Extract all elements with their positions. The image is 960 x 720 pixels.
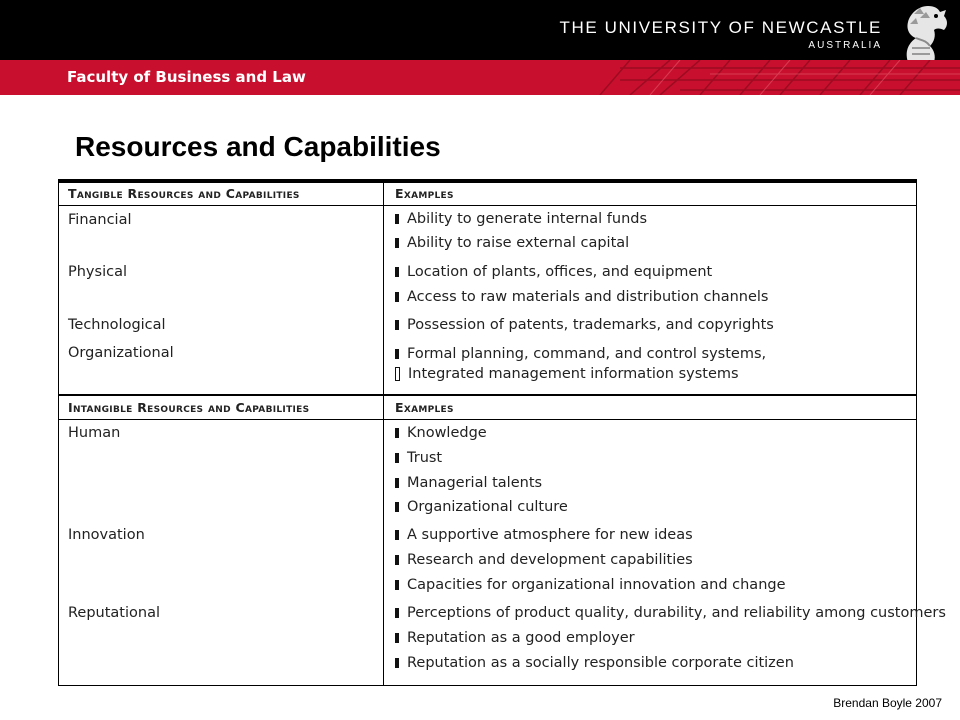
header-rule [58, 205, 917, 206]
list-item: Formal planning, command, and control systems, [395, 346, 766, 366]
intangible-header: Intangible Resources and Capabilities [68, 400, 310, 415]
list-item: Capacities for organizational innovation and change [395, 577, 786, 597]
top-banner [0, 0, 960, 60]
bullet-icon [395, 608, 399, 618]
bullet-icon [395, 349, 399, 359]
column-divider [383, 179, 384, 686]
slide-title: Resources and Capabilities [75, 131, 441, 162]
list-item: Managerial talents [395, 475, 542, 495]
bullet-icon [395, 658, 399, 668]
section-rule [58, 394, 917, 396]
bullet-icon [395, 478, 399, 488]
band-texture [560, 60, 960, 95]
category-human: Human [68, 425, 121, 441]
header-rule [58, 419, 917, 420]
faculty-band [0, 60, 960, 95]
bullet-icon [395, 367, 400, 381]
bullet-icon [395, 555, 399, 565]
list-item: Knowledge [395, 425, 487, 445]
list-item: Trust [395, 450, 442, 470]
list-item: Access to raw materials and distribution channels [395, 289, 768, 309]
bullet-icon [395, 267, 399, 277]
list-item: Location of plants, offices, and equipment [395, 264, 712, 284]
bullet-icon [395, 320, 399, 330]
bullet-icon [395, 292, 399, 302]
list-item: Ability to generate internal funds [395, 211, 647, 231]
category-physical: Physical [68, 264, 127, 280]
bullet-icon [395, 502, 399, 512]
list-item: A supportive atmosphere for new ideas [395, 527, 693, 547]
list-item: Perceptions of product quality, durability, and reliability among customers [395, 605, 946, 625]
bullet-icon [395, 238, 399, 248]
bullet-icon [395, 214, 399, 224]
list-item: Reputation as a good employer [395, 630, 635, 650]
category-technological: Technological [68, 317, 166, 333]
footer-credit: Brendan Boyle 2007 [833, 696, 942, 710]
category-reputational: Reputational [68, 605, 160, 621]
category-innovation: Innovation [68, 527, 145, 543]
examples-header: Examples [395, 400, 454, 415]
list-item: Reputation as a socially responsible corporate citizen [395, 655, 794, 675]
tangible-header: Tangible Resources and Capabilities [68, 186, 300, 201]
category-organizational: Organizational [68, 345, 174, 361]
faculty-name: Faculty of Business and Law [67, 68, 306, 86]
list-item: Research and development capabilities [395, 552, 693, 572]
seahorse-logo-icon [890, 2, 954, 64]
bullet-icon [395, 633, 399, 643]
list-item: Integrated management information systems [395, 366, 739, 386]
examples-header: Examples [395, 186, 454, 201]
bullet-icon [395, 453, 399, 463]
university-country: AUSTRALIA [808, 40, 882, 51]
category-financial: Financial [68, 212, 132, 228]
list-item: Organizational culture [395, 499, 568, 519]
university-name: THE UNIVERSITY OF NEWCASTLE [559, 18, 882, 37]
list-item: Possession of patents, trademarks, and copyrights [395, 317, 774, 337]
bullet-icon [395, 530, 399, 540]
list-item: Ability to raise external capital [395, 235, 629, 255]
bullet-icon [395, 580, 399, 590]
bullet-icon [395, 428, 399, 438]
